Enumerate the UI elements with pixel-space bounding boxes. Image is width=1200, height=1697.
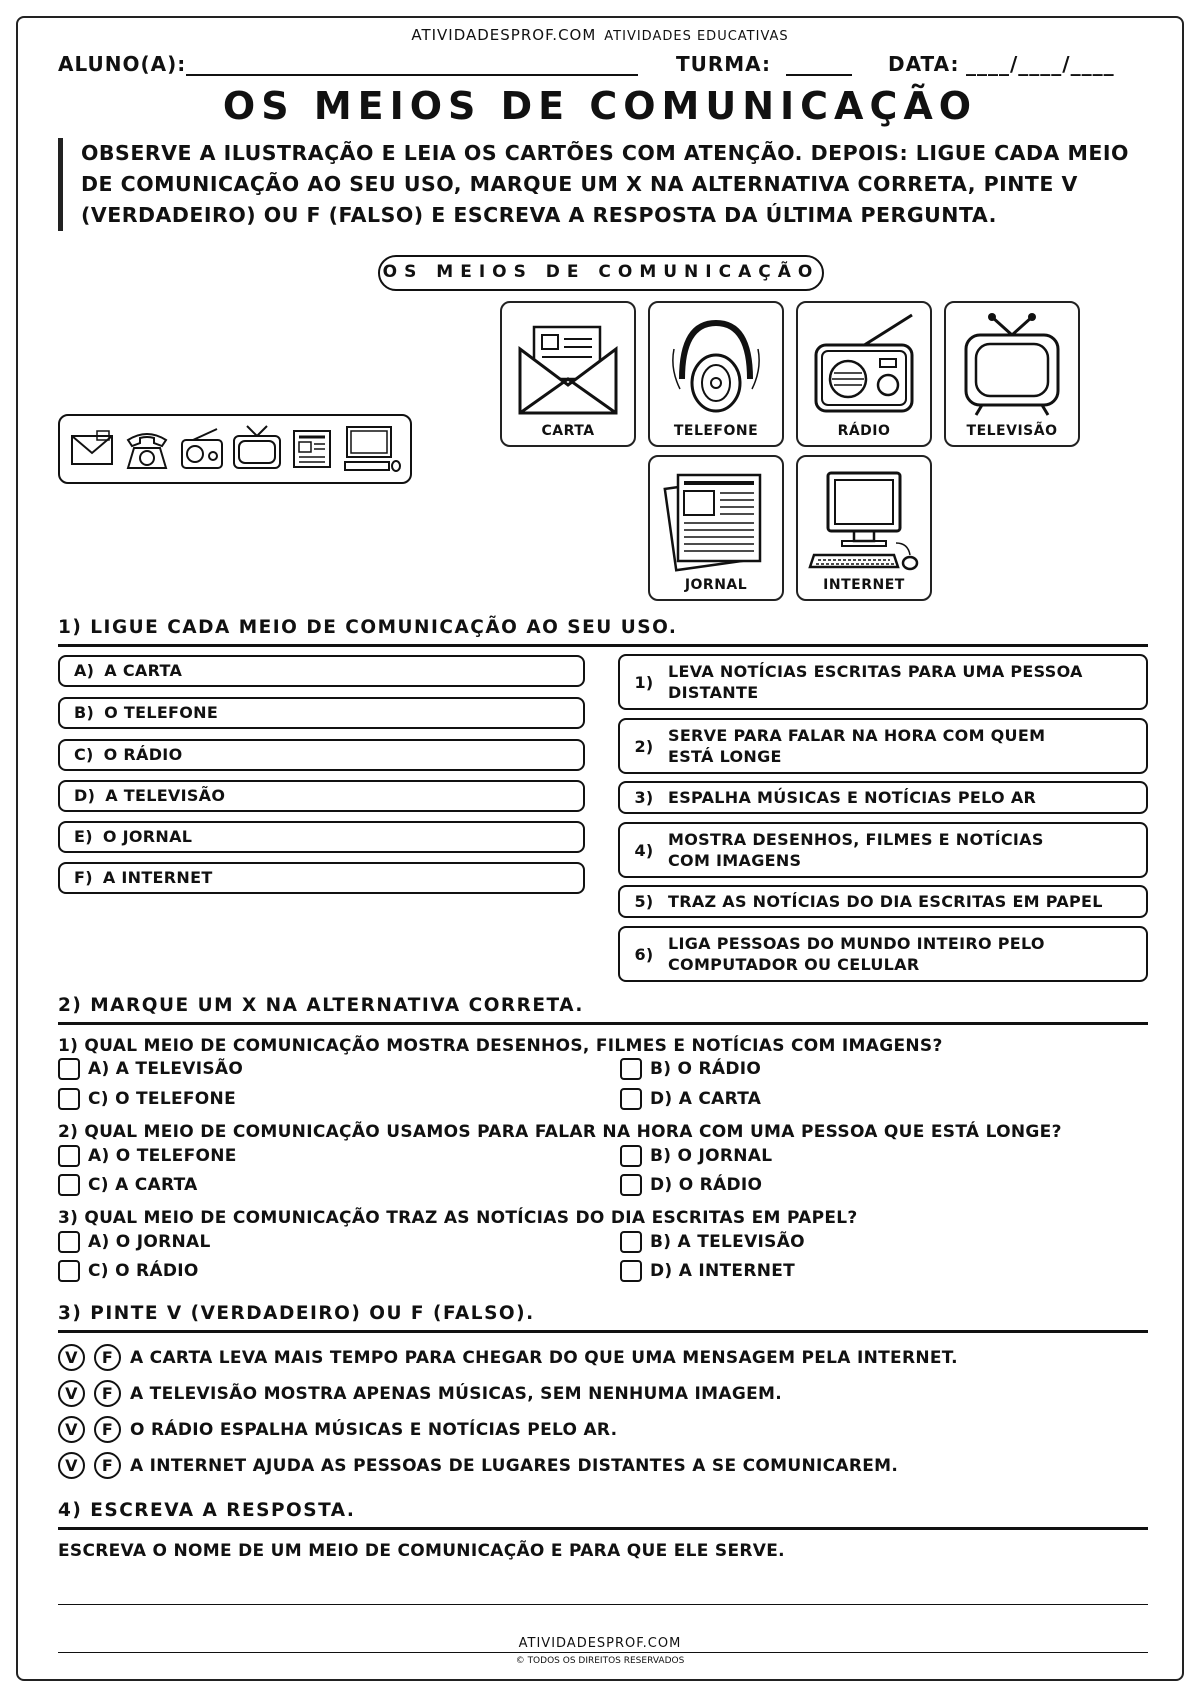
item-text: A CARTA [104, 661, 183, 680]
statement-text: O RÁDIO ESPALHA MÚSICAS E NOTÍCIAS PELO AR. [130, 1419, 618, 1440]
question-3: 3) QUAL MEIO DE COMUNICAÇÃO TRAZ AS NOTÍCIAS DO DIA ESCRITAS EM PAPEL? [58, 1208, 858, 1228]
vf-item-3 [58, 1416, 617, 1443]
card-label: TELEVISÃO [966, 423, 1058, 439]
illustration-banner: OS MEIOS DE COMUNICAÇÃO [378, 255, 824, 291]
checkbox[interactable] [620, 1145, 642, 1167]
vf-item-2 [58, 1380, 782, 1407]
item-key: E) [74, 827, 93, 846]
answer-line[interactable] [58, 1604, 1148, 1605]
option-3a[interactable] [58, 1231, 211, 1253]
section1-heading: 1) LIGUE CADA MEIO DE COMUNICAÇÃO AO SEU USO. [58, 617, 678, 638]
checkbox[interactable] [58, 1145, 80, 1167]
statement-text: A INTERNET AJUDA AS PESSOAS DE LUGARES DISTANTES A SE COMUNICAREM. [130, 1455, 899, 1476]
item-key: 6) [634, 944, 654, 964]
checkbox[interactable] [620, 1260, 642, 1282]
item-text: MOSTRA DESENHOS, FILMES E NOTÍCIAS COM IMAGENS [668, 830, 1044, 870]
item-key: D) [74, 786, 96, 805]
right-item-5[interactable] [618, 885, 1148, 918]
card-telefone [648, 301, 784, 447]
radio-icon [808, 309, 920, 421]
option-3d[interactable] [620, 1260, 795, 1282]
checkbox[interactable] [620, 1231, 642, 1253]
question-2: 2) QUAL MEIO DE COMUNICAÇÃO USAMOS PARA FALAR NA HORA COM UMA PESSOA QUE ESTÁ LONGE? [58, 1122, 1062, 1142]
left-item-e[interactable] [58, 821, 585, 853]
option-2d[interactable] [620, 1174, 762, 1196]
class-field[interactable] [786, 74, 852, 76]
date-field[interactable]: ____/____/____ [966, 52, 1115, 76]
false-circle[interactable]: F [94, 1416, 121, 1443]
left-item-a[interactable] [58, 655, 585, 687]
statement-text: A CARTA LEVA MAIS TEMPO PARA CHEGAR DO QUE UMA MENSAGEM PELA INTERNET. [130, 1347, 958, 1368]
card-jornal [648, 455, 784, 601]
date-label: DATA: [888, 52, 960, 76]
left-item-d[interactable] [58, 780, 585, 812]
card-label: CARTA [541, 423, 595, 439]
vf-item-1 [58, 1344, 958, 1371]
true-circle[interactable]: V [58, 1344, 85, 1371]
right-item-6[interactable] [618, 926, 1148, 982]
section3-heading: 3) PINTE V (VERDADEIRO) OU F (FALSO). [58, 1303, 535, 1324]
item-key: A) [74, 661, 95, 680]
telephone-icon [122, 426, 172, 472]
checkbox[interactable] [58, 1260, 80, 1282]
option-text: D) O RÁDIO [650, 1175, 763, 1195]
option-3c[interactable] [58, 1260, 199, 1282]
left-item-b[interactable] [58, 697, 585, 729]
option-1d[interactable] [620, 1088, 761, 1110]
option-text: B) O RÁDIO [650, 1059, 762, 1079]
item-key: B) [74, 703, 95, 722]
item-key: 4) [634, 840, 654, 860]
right-item-1[interactable] [618, 654, 1148, 710]
site-tagline: ATIVIDADES EDUCATIVAS [604, 29, 789, 44]
site-name: ATIVIDADESPROF.COM [411, 26, 597, 44]
false-circle[interactable]: F [94, 1380, 121, 1407]
student-label: ALUNO(A): [58, 52, 187, 76]
option-text: C) A CARTA [88, 1175, 198, 1195]
vf-item-4 [58, 1452, 898, 1479]
right-item-3[interactable] [618, 781, 1148, 814]
computer-icon [808, 463, 920, 575]
checkbox[interactable] [620, 1088, 642, 1110]
checkbox[interactable] [58, 1231, 80, 1253]
computer-icon [341, 424, 401, 474]
checkbox[interactable] [620, 1058, 642, 1080]
student-name-field[interactable] [186, 74, 638, 76]
instructions: OBSERVE A ILUSTRAÇÃO E LEIA OS CARTÕES COM ATENÇÃO. DEPOIS: LIGUE CADA MEIO DE COMUNICAÇÃO AO SEU USO, MARQUE UM X NA ALTERNATIVA CORRETA, PINTE V (VERDADEIRO) OU F (FALSO) E ESCREVA A RESPOSTA DA ÚLTIMA PERGUNTA. [58, 138, 1148, 231]
divider [58, 644, 1148, 647]
true-circle[interactable]: V [58, 1380, 85, 1407]
option-2b[interactable] [620, 1145, 772, 1167]
footer-site: ATIVIDADESPROF.COM [518, 1636, 682, 1651]
item-text: O JORNAL [102, 827, 193, 846]
true-circle[interactable]: V [58, 1416, 85, 1443]
card-label: JORNAL [684, 577, 748, 593]
item-text: A INTERNET [102, 868, 213, 887]
option-2c[interactable] [58, 1174, 198, 1196]
left-item-c[interactable] [58, 739, 585, 771]
divider [58, 1527, 1148, 1530]
statement-text: A TELEVISÃO MOSTRA APENAS MÚSICAS, SEM NENHUMA IMAGEM. [130, 1383, 782, 1404]
option-3b[interactable] [620, 1231, 805, 1253]
newspaper-icon [290, 426, 334, 472]
true-circle[interactable]: V [58, 1452, 85, 1479]
left-item-f[interactable] [58, 862, 585, 894]
option-2a[interactable] [58, 1145, 237, 1167]
card-televisao [944, 301, 1080, 447]
item-text: A TELEVISÃO [105, 786, 226, 805]
write-prompt: ESCREVA O NOME DE UM MEIO DE COMUNICAÇÃO E PARA QUE ELE SERVE. [58, 1541, 785, 1561]
page-title: OS MEIOS DE COMUNICAÇÃO [222, 84, 978, 128]
headphones-icon [660, 309, 772, 421]
checkbox[interactable] [58, 1058, 80, 1080]
option-1c[interactable] [58, 1088, 236, 1110]
option-text: A) O JORNAL [88, 1232, 211, 1252]
television-icon [231, 424, 283, 474]
option-text: B) O JORNAL [650, 1146, 773, 1166]
question-1: 1) QUAL MEIO DE COMUNICAÇÃO MOSTRA DESENHOS, FILMES E NOTÍCIAS COM IMAGENS? [58, 1036, 943, 1056]
envelope-icon [512, 309, 624, 421]
option-text: D) A INTERNET [650, 1261, 796, 1281]
item-text: SERVE PARA FALAR NA HORA COM QUEM ESTÁ LONGE [668, 726, 1046, 766]
card-label: TELEFONE [673, 423, 759, 439]
card-internet [796, 455, 932, 601]
item-key: F) [74, 868, 93, 887]
right-item-2[interactable] [618, 718, 1148, 774]
checkbox[interactable] [58, 1174, 80, 1196]
divider [58, 1330, 1148, 1333]
envelope-icon [69, 426, 115, 472]
radio-icon [179, 426, 225, 472]
option-text: A) A TELEVISÃO [88, 1059, 244, 1079]
item-key: 3) [634, 788, 654, 807]
option-text: B) A TELEVISÃO [650, 1232, 805, 1252]
item-key: 5) [634, 892, 654, 911]
television-icon [956, 309, 1068, 421]
card-label: RÁDIO [837, 423, 891, 439]
item-text: LIGA PESSOAS DO MUNDO INTEIRO PELO COMPUTADOR OU CELULAR [668, 934, 1045, 974]
item-text: O RÁDIO [103, 745, 183, 764]
option-text: C) O RÁDIO [88, 1261, 199, 1281]
item-key: 2) [634, 736, 654, 756]
footer-line [58, 1652, 1148, 1653]
divider [58, 1022, 1148, 1025]
section2-heading: 2) MARQUE UM X NA ALTERNATIVA CORRETA. [58, 995, 584, 1016]
item-key: 1) [634, 672, 654, 692]
false-circle[interactable]: F [94, 1344, 121, 1371]
card-radio [796, 301, 932, 447]
icon-strip [58, 414, 412, 484]
item-text: ESPALHA MÚSICAS E NOTÍCIAS PELO AR [668, 788, 1037, 807]
option-1b[interactable] [620, 1058, 761, 1080]
class-label: TURMA: [676, 52, 772, 76]
option-text: C) O TELEFONE [88, 1089, 236, 1109]
site-header [0, 26, 1200, 44]
item-text: O TELEFONE [104, 703, 219, 722]
footer-rights: © TODOS OS DIREITOS RESERVADOS [515, 1656, 685, 1666]
checkbox[interactable] [620, 1174, 642, 1196]
option-1a[interactable] [58, 1058, 243, 1080]
item-text: LEVA NOTÍCIAS ESCRITAS PARA UMA PESSOA DISTANTE [668, 662, 1083, 702]
option-text: A) O TELEFONE [88, 1146, 237, 1166]
false-circle[interactable]: F [94, 1452, 121, 1479]
option-text: D) A CARTA [650, 1089, 762, 1109]
card-label: INTERNET [823, 577, 905, 593]
right-item-4[interactable] [618, 822, 1148, 878]
newspaper-icon [660, 463, 772, 575]
item-text: TRAZ AS NOTÍCIAS DO DIA ESCRITAS EM PAPEL [668, 892, 1103, 911]
item-key: C) [74, 745, 94, 764]
card-carta [500, 301, 636, 447]
checkbox[interactable] [58, 1088, 80, 1110]
section4-heading: 4) ESCREVA A RESPOSTA. [58, 1500, 356, 1521]
